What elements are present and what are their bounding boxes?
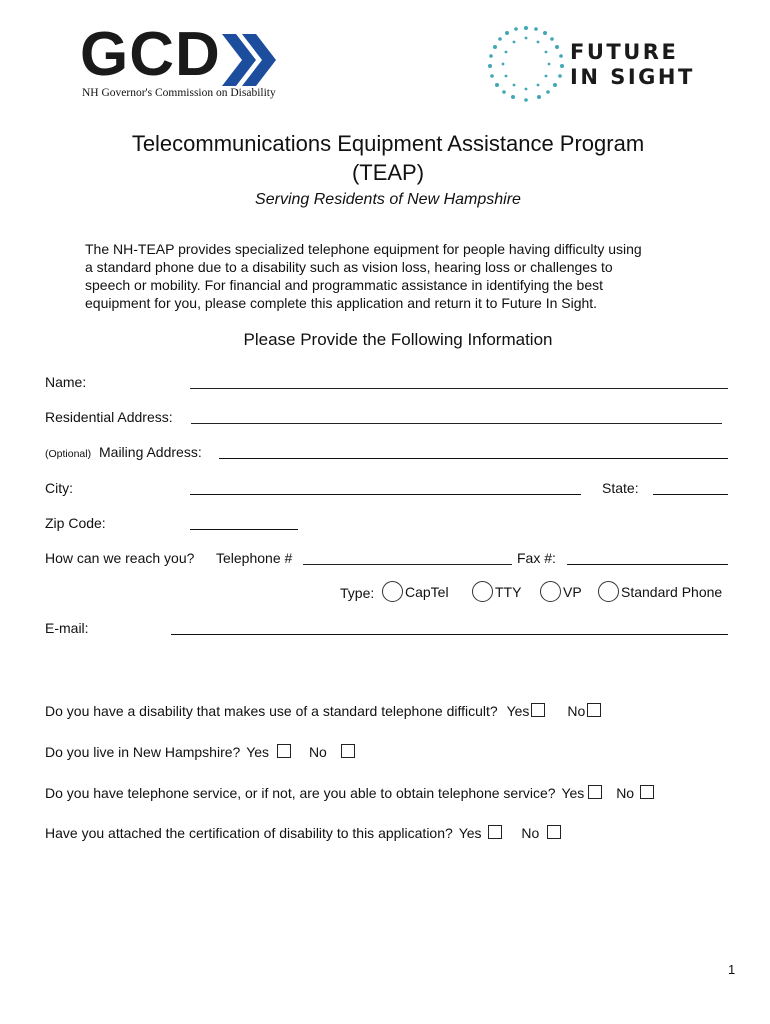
question-2-no-checkbox[interactable] xyxy=(341,744,355,758)
standard-phone-label: Standard Phone xyxy=(621,584,723,600)
question-3-yes-label: Yes xyxy=(561,785,585,801)
city-field[interactable] xyxy=(190,494,581,495)
type-option-tty[interactable] xyxy=(472,581,521,602)
gcd-subtitle: NH Governor's Commission on Disability xyxy=(82,87,276,99)
page-subtitle: Serving Residents of New Hampshire xyxy=(255,191,521,208)
question-2 xyxy=(45,744,355,760)
question-4-no-label: No xyxy=(521,825,540,841)
dotted-globe-icon xyxy=(486,24,566,104)
question-4-yes-checkbox[interactable] xyxy=(488,825,502,839)
question-3-no-checkbox[interactable] xyxy=(640,785,654,799)
state-label: State: xyxy=(602,480,639,496)
address-label: Residential Address: xyxy=(45,409,173,425)
intro-line-1: The NH-TEAP provides specialized telephone equipment for people having difficulty using xyxy=(85,241,642,257)
zip-label: Zip Code: xyxy=(45,515,106,531)
question-4-text: Have you attached the certification of disability to this application? xyxy=(45,825,453,841)
question-3 xyxy=(45,785,654,801)
radio-tty[interactable] xyxy=(472,581,493,602)
question-3-no-label: No xyxy=(616,785,635,801)
city-label: City: xyxy=(45,480,73,496)
fis-line2: IN SIGHT xyxy=(570,65,695,89)
section-heading: Please Provide the Following Information xyxy=(243,330,553,349)
type-option-captel[interactable] xyxy=(382,581,449,602)
gcd-logo-text: GCD xyxy=(80,20,221,89)
question-4 xyxy=(45,825,561,841)
question-3-yes-checkbox[interactable] xyxy=(588,785,602,799)
captel-label: CapTel xyxy=(405,584,449,600)
fax-label: Fax #: xyxy=(517,550,556,566)
type-label: Type: xyxy=(340,585,375,601)
question-2-yes-label: Yes xyxy=(246,744,270,760)
question-1-yes-checkbox[interactable] xyxy=(531,703,545,717)
telephone-label: Telephone # xyxy=(216,550,293,566)
mailing-label: Mailing Address: xyxy=(99,444,202,460)
telephone-field[interactable] xyxy=(303,564,512,565)
email-label: E-mail: xyxy=(45,620,89,636)
radio-captel[interactable] xyxy=(382,581,403,602)
question-2-yes-checkbox[interactable] xyxy=(277,744,291,758)
fax-field[interactable] xyxy=(567,564,728,565)
question-4-yes-label: Yes xyxy=(458,825,482,841)
vp-label: VP xyxy=(563,584,582,600)
reach-label: How can we reach you? xyxy=(45,550,195,566)
gcd-chevrons-icon xyxy=(222,34,280,86)
intro-line-4: equipment for you, please complete this application and return it to Future In Sight. xyxy=(85,295,598,311)
question-2-no-label: No xyxy=(308,744,327,760)
question-3-text: Do you have telephone service, or if not, are you able to obtain telephone service? xyxy=(45,785,556,801)
intro-line-3: speech or mobility. For financial and programmatic assistance in identifying the best xyxy=(85,277,603,293)
question-1-yes-label: Yes xyxy=(506,703,530,719)
tty-label: TTY xyxy=(495,584,522,600)
optional-label: (Optional) xyxy=(45,448,92,460)
question-4-no-checkbox[interactable] xyxy=(547,825,561,839)
question-1-text: Do you have a disability that makes use of a standard telephone difficult? xyxy=(45,703,498,719)
question-1 xyxy=(45,703,601,719)
page-number: 1 xyxy=(728,962,736,977)
intro-line-2: a standard phone due to a disability such as vision loss, hearing loss or challenges to xyxy=(85,259,613,275)
name-field[interactable] xyxy=(190,388,728,389)
address-field[interactable] xyxy=(191,423,722,424)
radio-vp[interactable] xyxy=(540,581,561,602)
future-in-sight-logo xyxy=(486,24,696,104)
question-1-no-checkbox[interactable] xyxy=(587,703,601,717)
zip-field[interactable] xyxy=(190,529,298,530)
radio-standard-phone[interactable] xyxy=(598,581,619,602)
mailing-address-field[interactable] xyxy=(219,458,728,459)
type-option-standard-phone[interactable] xyxy=(598,581,722,602)
page-title: Telecommunications Equipment Assistance Program xyxy=(131,131,645,156)
question-2-text: Do you live in New Hampshire? xyxy=(45,744,241,760)
question-1-no-label: No xyxy=(567,703,586,719)
fis-line1: FUTURE xyxy=(570,40,679,64)
type-option-vp[interactable] xyxy=(540,581,582,602)
gcd-logo xyxy=(80,20,280,102)
state-field[interactable] xyxy=(653,494,728,495)
name-label: Name: xyxy=(45,374,87,390)
page-title-acronym: (TEAP) xyxy=(351,160,425,185)
email-field[interactable] xyxy=(171,634,728,635)
